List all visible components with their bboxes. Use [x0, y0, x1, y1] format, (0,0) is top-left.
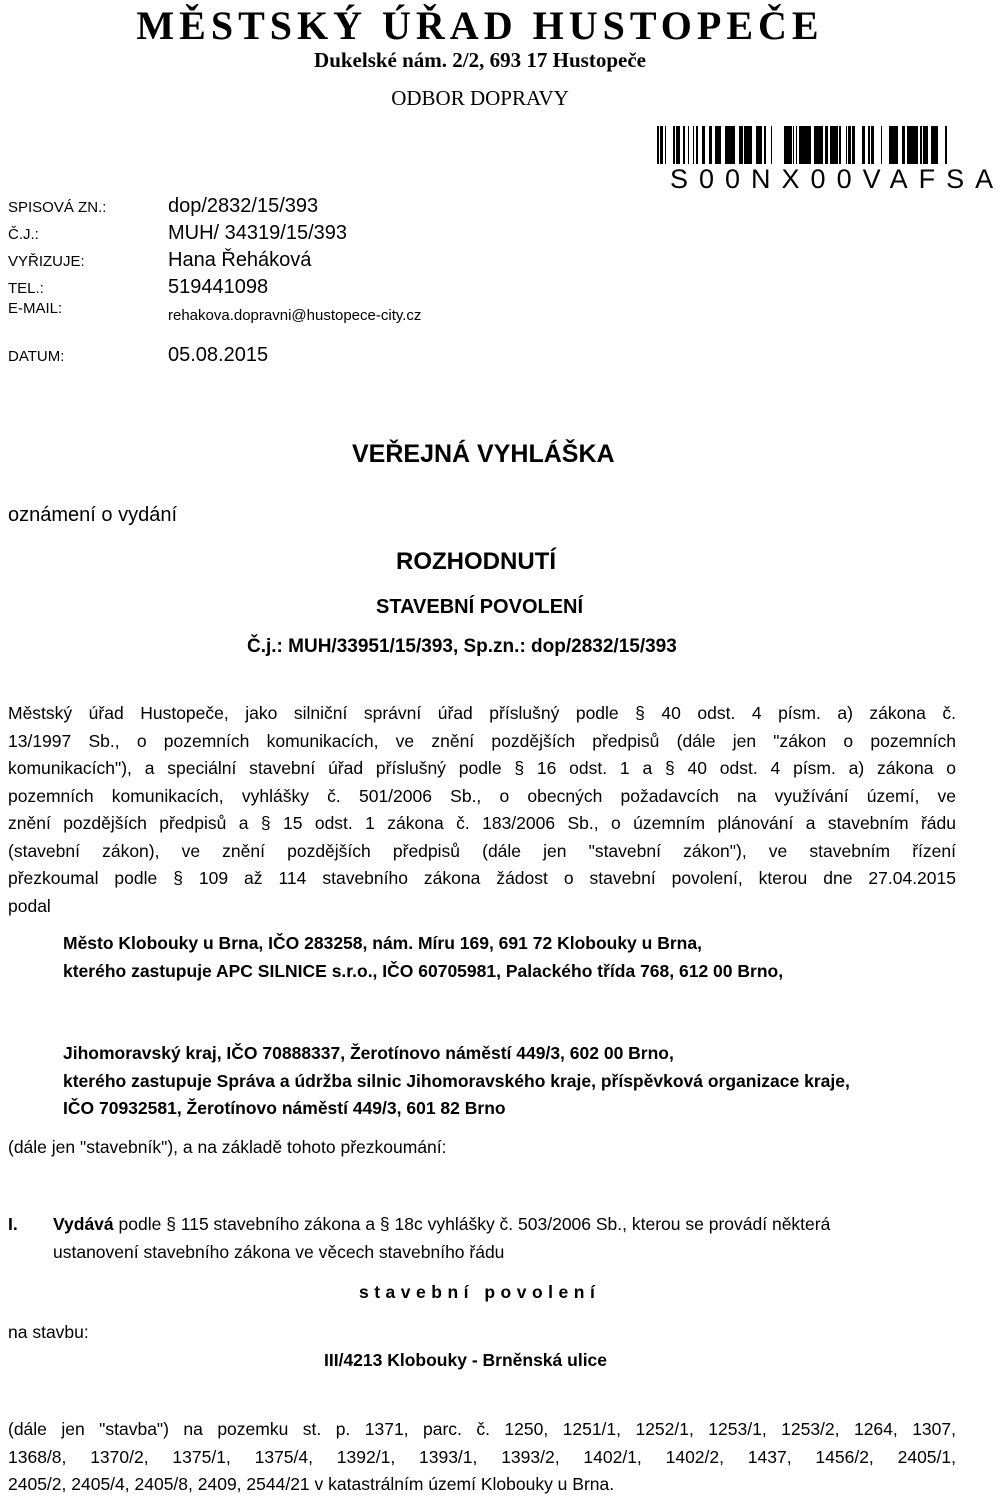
section1-line2: ustanovení stavebního zákona ve věcech stavebního řádu	[53, 1242, 505, 1262]
after-parties-text: (dále jen "stavebník"), a na základě tohoto přezkoumání:	[8, 1137, 447, 1157]
intro-line: (stavební zákon), ve znění pozdějších předpisů (dále jen "stavební zákon"), ve stavebním řízení	[8, 840, 956, 861]
barcode-bar	[726, 126, 729, 164]
barcode-bar	[676, 126, 679, 164]
barcode-bar	[881, 126, 882, 164]
barcode-bar	[796, 126, 797, 164]
barcode-bar	[693, 126, 694, 164]
meta-label-spisova-zn: SPISOVÁ ZN.:	[8, 199, 107, 216]
intro-paragraph	[8, 700, 956, 920]
heading-verejna-vyhlaska: VEŘEJNÁ VYHLÁŠKA	[352, 440, 615, 468]
barcode-bar	[742, 126, 743, 164]
barcode-bar	[746, 126, 747, 164]
meta-label-vyrizuje: VYŘIZUJE:	[8, 253, 85, 270]
barcode-bar	[702, 126, 705, 164]
barcode-bar	[756, 126, 759, 164]
barcode-bar	[868, 126, 870, 164]
heading-rozhodnuti: ROZHODNUTÍ	[396, 548, 556, 575]
applicant-line: Jihomoravský kraj, IČO 70888337, Žerotínovo náměstí 449/3, 602 00 Brno,	[63, 1043, 674, 1063]
meta-value-cj: MUH/ 34319/15/393	[168, 222, 348, 244]
barcode-bar	[862, 126, 865, 164]
barcode-bar	[893, 126, 896, 164]
meta-label-email: E-MAIL:	[8, 300, 63, 317]
barcode-bar	[907, 126, 910, 164]
barcode-bar	[799, 126, 801, 164]
barcode-bar	[853, 126, 854, 164]
barcode-bar	[697, 126, 698, 164]
barcode-bar	[903, 126, 905, 164]
barcode-bar	[936, 126, 938, 164]
barcode-bar	[852, 126, 853, 164]
meta-label-datum: DATUM:	[8, 348, 65, 365]
intro-line: 13/1997 Sb., o pozemních komunikacích, ve znění pozdějších předpisů (dále jen "zákon o pozemních	[8, 730, 956, 751]
barcode-bar	[719, 126, 721, 164]
intro-line: komunikacích"), a speciální stavební úřad příslušný podle § 16 odst. 1 a § 40 odst. 4 písm. a) zákona o	[8, 758, 956, 778]
barcode-bar	[751, 126, 752, 164]
applicant-mesto-klobouky	[63, 930, 956, 985]
barcode-bar	[662, 126, 663, 164]
section1-text: podle § 115 stavebního zákona a § 18c vyhlášky č. 503/2006 Sb., kterou se provádí některá	[113, 1214, 831, 1234]
parcels-paragraph	[8, 1416, 956, 1499]
barcode-bar	[803, 126, 804, 164]
barcode-bar	[889, 126, 892, 164]
meta-value-vyrizuje: Hana Řeháková	[168, 249, 312, 271]
barcode-bar	[747, 126, 749, 164]
barcode-bar	[660, 126, 662, 164]
barcode-bar	[759, 126, 761, 164]
applicant-line: Město Klobouky u Brna, IČO 283258, nám. Míru 169, 691 72 Klobouky u Brna,	[63, 933, 702, 953]
barcode-bar	[846, 126, 847, 164]
intro-line: podal	[8, 895, 51, 916]
meta-label-tel: TEL.:	[8, 280, 44, 297]
applicant-line: kterého zastupuje Správa a údržba silnic Jihomoravského kraje, příspěvková organizace kraje,	[63, 1070, 850, 1091]
heading-stavebni-povoleni: STAVEBNÍ POVOLENÍ	[376, 596, 584, 618]
stavbu-label: na stavbu:	[8, 1322, 89, 1342]
barcode-bar	[764, 126, 766, 164]
barcode-bar	[913, 126, 914, 164]
barcode-bar	[806, 126, 809, 164]
barcode-bar	[715, 126, 717, 164]
barcode-bar	[871, 126, 872, 164]
barcode-bar	[923, 126, 926, 164]
permit-title: stavební povolení	[359, 1282, 601, 1302]
parcels-line: 1368/8, 1370/2, 1375/1, 1375/4, 1392/1, 1393/1, 1393/2, 1402/1, 1402/2, 1437, 1456/2, 2405/1,	[8, 1446, 956, 1467]
applicant-line: IČO 70932581, Žerotínovo náměstí 449/3, 601 82 Brno	[63, 1098, 506, 1118]
meta-label-cj: Č.J.:	[8, 226, 39, 243]
barcode-bar	[825, 126, 828, 164]
barcode-bar	[933, 126, 936, 164]
parcels-line: (dále jen "stavba") na pozemku st. p. 1371, parc. č. 1250, 1251/1, 1252/1, 1253/1, 1253/2, 1264, 1307,	[8, 1419, 956, 1439]
barcode-bar	[821, 126, 823, 164]
barcode-bar	[801, 126, 803, 164]
barcode-bar	[910, 126, 913, 164]
barcode-bar	[854, 126, 855, 164]
barcode-bar	[809, 126, 811, 164]
office-title: MĚSTSKÝ ÚŘAD HUSTOPEČE	[136, 3, 824, 48]
barcode-bar	[902, 126, 903, 164]
barcode-bar	[744, 126, 746, 164]
applicant-jihomoravsky-kraj	[63, 1040, 956, 1123]
barcode-bar	[835, 126, 838, 164]
barcode-bar	[696, 126, 697, 164]
barcode-bar	[931, 126, 933, 164]
barcode-bar	[804, 126, 806, 164]
barcode-bar	[761, 126, 762, 164]
section1-line1	[53, 1214, 830, 1235]
barcode-bar	[717, 126, 719, 164]
intro-line: znění pozdějších předpisů a § 15 odst. 1 zákona č. 183/2006 Sb., o územním plánování a stavebním řádu	[8, 813, 956, 833]
barcode-bar	[709, 126, 712, 164]
barcode-bar	[657, 126, 659, 164]
meta-value-tel: 519441098	[168, 276, 269, 298]
barcode-bar	[819, 126, 821, 164]
barcode-bar	[749, 126, 751, 164]
meta-value-spisova-zn: dop/2832/15/393	[168, 195, 319, 217]
section-numeral: I.	[8, 1214, 18, 1234]
barcode-bar	[683, 126, 685, 164]
barcode-bar	[673, 126, 675, 164]
barcode-bar	[926, 126, 928, 164]
barcode-bar	[915, 126, 918, 164]
barcode-bar	[729, 126, 732, 164]
barcode-bar	[785, 126, 787, 164]
section1-verb: Vydává	[53, 1214, 114, 1234]
barcode-bar	[920, 126, 922, 164]
barcode-bar	[830, 126, 833, 164]
barcode-bar	[872, 126, 874, 164]
intro-line: pozemních komunikacích, vyhlášky č. 501/2006 Sb., o obecných požadavcích na využívání území, ve	[8, 785, 956, 806]
applicant-line: kterého zastupuje APC SILNICE s.r.o., IČO 60705981, Palackého třída 768, 612 00 Brno,	[63, 960, 784, 981]
barcode-bar	[839, 126, 841, 164]
barcode-bar	[771, 126, 772, 164]
barcode-bar	[816, 126, 819, 164]
meta-value-datum: 05.08.2015	[168, 344, 269, 366]
office-address: Dukelské nám. 2/2, 693 17 Hustopeče	[314, 48, 646, 72]
parcels-line: 2405/2, 2405/4, 2405/8, 2409, 2544/21 v katastrálním území Klobouky u Brna.	[8, 1474, 615, 1494]
barcode-bar	[814, 126, 816, 164]
barcode-bar	[914, 126, 915, 164]
barcode-bar	[848, 126, 851, 164]
barcode-bar	[784, 126, 785, 164]
barcode-bar	[793, 126, 794, 164]
intro-line: přezkoumal podle § 109 až 114 stavebního zákona žádost o stavební povolení, kterou dne 27.04.2015	[8, 868, 956, 888]
barcode-bar	[896, 126, 898, 164]
barcode-bar	[679, 126, 680, 164]
intro-line: Městský úřad Hustopeče, jako silniční správní úřad příslušný podle § 40 odst. 4 písm. a) zákona č.	[8, 703, 956, 723]
barcode-bar	[725, 126, 726, 164]
barcode-bar	[892, 126, 893, 164]
barcode-bar	[787, 126, 789, 164]
heading-reference: Č.j.: MUH/33951/15/393, Sp.zn.: dop/2832/15/393	[247, 636, 677, 657]
barcode-bar	[739, 126, 742, 164]
stavba-name: III/4213 Klobouky - Brněnská ulice	[324, 1350, 608, 1370]
barcode-bar	[665, 126, 666, 164]
barcode-bar	[945, 126, 947, 164]
barcode-bar	[732, 126, 735, 164]
barcode-text: S00NX00VAFSA	[670, 164, 1004, 194]
barcode-bar	[688, 126, 689, 164]
barcode	[657, 126, 947, 164]
barcode-bar	[833, 126, 835, 164]
department-name: ODBOR DOPRAVY	[391, 86, 569, 110]
barcode-bar	[789, 126, 792, 164]
heading-oznameni: oznámení o vydání	[8, 504, 177, 526]
meta-value-email[interactable]: rehakova.dopravni@hustopece-city.cz	[168, 307, 422, 324]
